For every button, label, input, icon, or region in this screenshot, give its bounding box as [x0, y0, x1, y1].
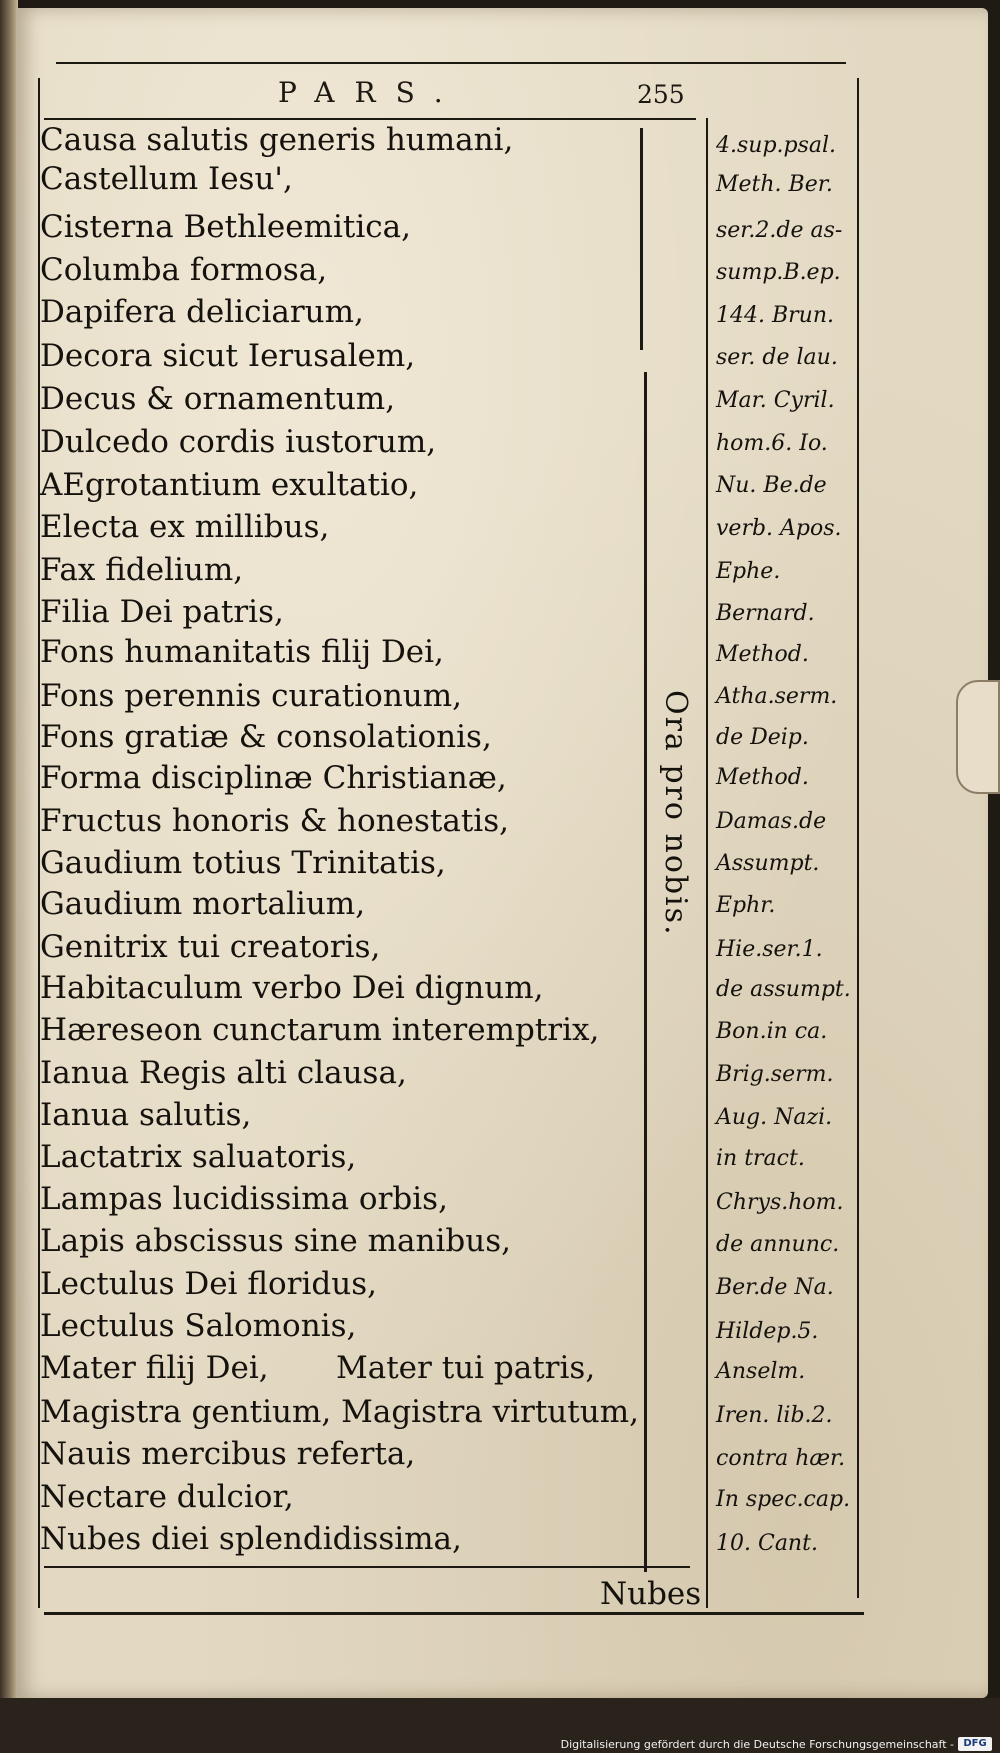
bottom-rule [44, 1612, 864, 1615]
litany-entry: Nectare dulcior, [40, 1479, 294, 1515]
catchword: Nubes [600, 1576, 702, 1612]
header-underline [44, 118, 696, 120]
margin-reference: In spec.cap. [716, 1487, 851, 1512]
litany-entry: Fons humanitatis filij Dei, [40, 634, 444, 670]
margin-reference: 144. Brun. [716, 303, 834, 328]
margin-reference: Mar. Cyril. [716, 388, 835, 413]
margin-reference: Chrys.hom. [716, 1190, 844, 1215]
page-header-title: PARS. [278, 76, 463, 109]
margin-reference: ser. de lau. [716, 345, 838, 370]
litany-entry: Fons gratiæ & consolationis, [40, 719, 492, 755]
margin-reference: verb. Apos. [716, 516, 842, 541]
margin-reference: Ber.de Na. [716, 1275, 834, 1300]
page-tab [956, 680, 1000, 794]
margin-reference: de annunc. [716, 1232, 840, 1257]
references-right-border [857, 78, 859, 1598]
margin-reference: hom.6. Io. [716, 431, 828, 456]
margin-reference: 4.sup.psal. [716, 133, 837, 158]
margin-reference: Bernard. [716, 601, 815, 626]
litany-entry: Filia Dei patris, [40, 594, 284, 630]
litany-entry: Ianua salutis, [40, 1097, 252, 1133]
margin-reference: Assumpt. [716, 851, 820, 876]
margin-reference: ser.2.de as- [716, 218, 843, 243]
margin-reference: in tract. [716, 1146, 805, 1171]
top-rule [56, 62, 846, 64]
litany-entry: Lampas lucidissima orbis, [40, 1181, 448, 1217]
litany-entry: Dapifera deliciarum, [40, 294, 364, 330]
margin-reference: 10. Cant. [716, 1531, 818, 1556]
litany-entry: Magistra gentium, Magistra virtutum, [40, 1394, 639, 1430]
refrain-vertical: Ora pro nobis. [658, 690, 693, 937]
litany-entry: Ianua Regis alti clausa, [40, 1055, 407, 1091]
litany-entry: Columba formosa, [40, 252, 328, 288]
litany-entry: Electa ex millibus, [40, 509, 330, 545]
litany-entry: Lectulus Salomonis, [40, 1308, 357, 1344]
margin-reference: Nu. Be.de [716, 473, 827, 498]
dfg-logo: DFG [958, 1737, 992, 1751]
margin-reference: Method. [716, 765, 809, 790]
litany-entry: Dulcedo cordis iustorum, [40, 424, 437, 460]
margin-reference: Brig.serm. [716, 1062, 834, 1087]
litany-entry: Gaudium mortalium, [40, 886, 366, 922]
page-number: 255 [637, 80, 685, 109]
digitization-credit: Digitalisierung gefördert durch die Deutsche Forschungsgemeinschaft - [560, 1738, 954, 1751]
litany-entry: Decus & ornamentum, [40, 381, 396, 417]
margin-reference: Atha.serm. [716, 684, 838, 709]
margin-reference: Bon.in ca. [716, 1019, 828, 1044]
margin-reference: Ephe. [716, 559, 781, 584]
litany-entry: Hæreseon cunctarum interemptrix, [40, 1012, 600, 1048]
margin-reference: de Deip. [716, 725, 809, 750]
margin-reference: de assumpt. [716, 977, 851, 1002]
litany-entry: Gaudium totius Trinitatis, [40, 845, 446, 881]
margin-reference: Meth. Ber. [716, 172, 833, 197]
litany-entry: Decora sicut Ierusalem, [40, 338, 416, 374]
litany-entry: Fax fidelium, [40, 552, 244, 588]
margin-reference: Damas.de [716, 809, 827, 834]
litany-entry: Genitrix tui creatoris, [40, 929, 381, 965]
margin-reference: contra hær. [716, 1446, 846, 1471]
margin-reference: Anselm. [716, 1359, 806, 1384]
litany-entry: Nauis mercibus referta, [40, 1436, 416, 1472]
litany-entry: Castellum Iesu', [40, 161, 293, 197]
litany-entry: Forma disciplinæ Christianæ, [40, 760, 507, 796]
litany-entry: Lapis abscissus sine manibus, [40, 1223, 511, 1259]
margin-reference: Aug. Nazi. [716, 1105, 833, 1130]
margin-reference: Ephr. [716, 893, 776, 918]
entries-bottom-rule [44, 1566, 690, 1568]
litany-entry: Lactatrix saluatoris, [40, 1139, 357, 1175]
litany-entry: Lectulus Dei floridus, [40, 1266, 377, 1302]
litany-entry: AEgrotantium exultatio, [40, 467, 419, 503]
margin-reference: Hildep.5. [716, 1319, 819, 1344]
litany-entry: Fons perennis curationum, [40, 678, 463, 714]
litany-entry: Nubes diei splendidissima, [40, 1521, 462, 1557]
margin-reference: Iren. lib.2. [716, 1403, 833, 1428]
litany-entry: Habitaculum verbo Dei dignum, [40, 970, 544, 1006]
litany-entry: Causa salutis generis humani, [40, 122, 514, 158]
litany-entry: Fructus honoris & honestatis, [40, 803, 509, 839]
litany-entry-second: Mater tui patris, [336, 1350, 596, 1386]
margin-reference: sump.B.ep. [716, 260, 841, 285]
margin-reference: Hie.ser.1. [716, 937, 823, 962]
litany-entry: Mater filij Dei, [40, 1350, 269, 1386]
bracket-line-lower [644, 372, 647, 1572]
margin-reference: Method. [716, 642, 809, 667]
bracket-line-upper [640, 128, 643, 350]
references-left-border [706, 118, 708, 1608]
litany-entry: Cisterna Bethleemitica, [40, 209, 412, 245]
